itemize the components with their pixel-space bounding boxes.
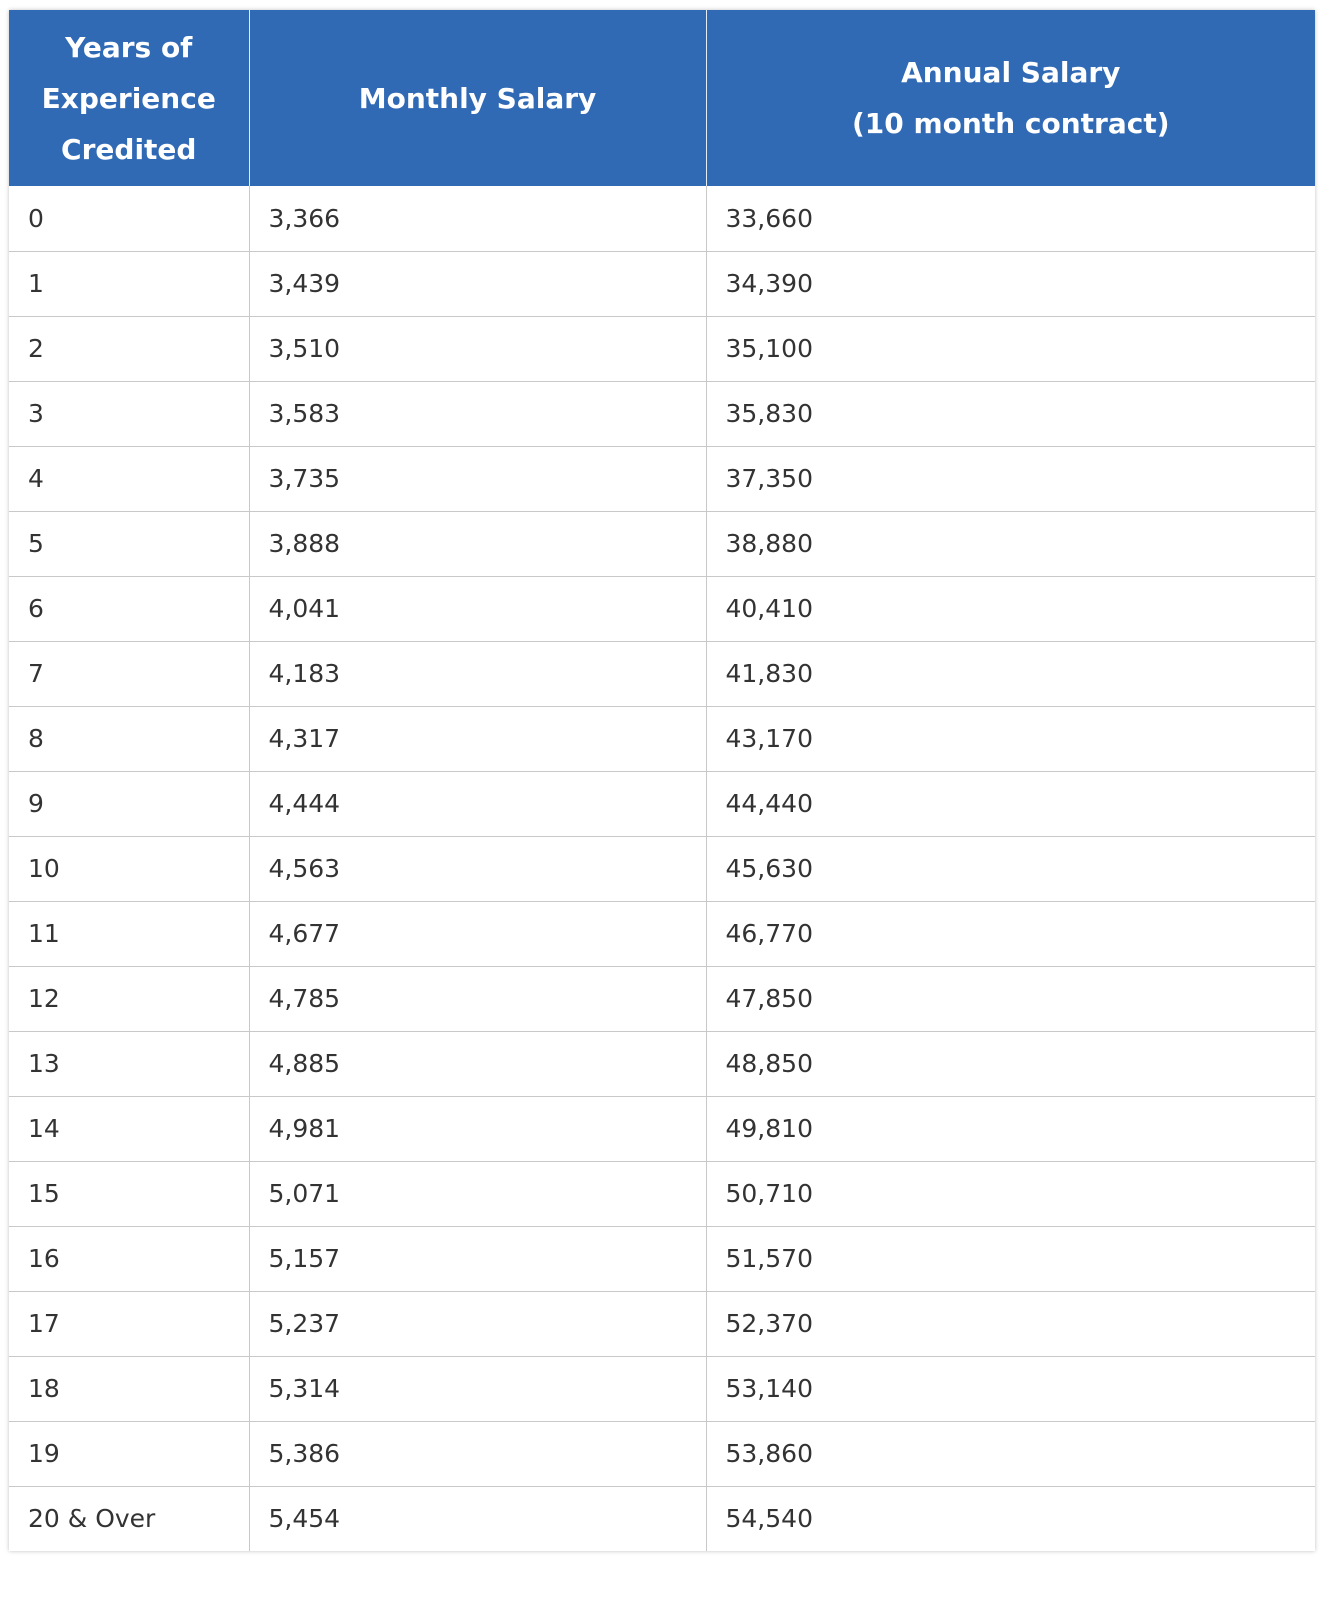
monthly-salary-cell: 3,735 [249,446,706,511]
monthly-salary-cell: 5,454 [249,1486,706,1551]
annual-salary-cell: 53,860 [706,1421,1315,1486]
monthly-salary-cell: 3,510 [249,316,706,381]
monthly-salary-cell: 4,677 [249,901,706,966]
monthly-salary-cell: 5,071 [249,1161,706,1226]
monthly-salary-cell: 4,183 [249,641,706,706]
table-row [9,1096,1315,1161]
table-row [9,251,1315,316]
annual-salary-cell: 51,570 [706,1226,1315,1291]
table-row [9,1161,1315,1226]
annual-salary-cell: 53,140 [706,1356,1315,1421]
years-cell: 7 [9,641,249,706]
monthly-salary-cell: 3,366 [249,186,706,251]
table-row [9,446,1315,511]
annual-salary-cell: 47,850 [706,966,1315,1031]
annual-salary-cell: 52,370 [706,1291,1315,1356]
years-cell: 3 [9,381,249,446]
table-row [9,381,1315,446]
annual-salary-cell: 34,390 [706,251,1315,316]
monthly-salary-cell: 5,386 [249,1421,706,1486]
annual-salary-cell: 45,630 [706,836,1315,901]
annual-salary-cell: 40,410 [706,576,1315,641]
years-cell: 1 [9,251,249,316]
salary-table [9,10,1315,1551]
years-cell: 12 [9,966,249,1031]
years-cell: 13 [9,1031,249,1096]
table-row [9,1291,1315,1356]
monthly-salary-cell: 3,583 [249,381,706,446]
years-cell: 11 [9,901,249,966]
monthly-salary-cell: 4,444 [249,771,706,836]
table-row [9,576,1315,641]
years-cell: 10 [9,836,249,901]
table-row [9,511,1315,576]
monthly-salary-cell: 4,317 [249,706,706,771]
table-row [9,316,1315,381]
monthly-salary-cell: 4,041 [249,576,706,641]
annual-salary-cell: 43,170 [706,706,1315,771]
table-row [9,706,1315,771]
annual-salary-cell: 33,660 [725,203,813,233]
monthly-salary-cell: 5,314 [249,1356,706,1421]
table-row [9,1226,1315,1291]
years-cell: 9 [9,771,249,836]
years-cell: 20 & Over [9,1486,249,1551]
years-cell: 15 [9,1161,249,1226]
years-cell: 17 [9,1291,249,1356]
monthly-salary-cell: 5,157 [249,1226,706,1291]
years-cell: 5 [9,511,249,576]
years-cell: 4 [9,446,249,511]
years-cell: 16 [9,1226,249,1291]
annual-salary-cell: 41,830 [706,641,1315,706]
header-row [9,10,1315,186]
years-cell: 19 [9,1421,249,1486]
table-row [9,1486,1315,1551]
annual-salary-cell: 44,440 [706,771,1315,836]
table-row [9,836,1315,901]
header-annual-salary: Annual Salary (10 month contract) [706,10,1315,186]
table-row [9,1421,1315,1486]
monthly-salary-cell: 4,563 [249,836,706,901]
monthly-salary-cell: 5,237 [249,1291,706,1356]
salary-table-container [9,10,1315,1551]
table-row [9,1031,1315,1096]
annual-salary-cell: 46,770 [706,901,1315,966]
monthly-salary-cell: 4,885 [249,1031,706,1096]
table-row [9,1356,1315,1421]
table-row [9,966,1315,1031]
header-years-experience: Years of Experience Credited [9,10,249,186]
monthly-salary-cell: 4,785 [249,966,706,1031]
annual-salary-cell: 48,850 [706,1031,1315,1096]
annual-salary-cell: 35,830 [706,381,1315,446]
annual-salary-cell: 54,540 [706,1486,1315,1551]
annual-salary-cell: 50,710 [706,1161,1315,1226]
table-body [9,186,1315,1551]
monthly-salary-cell: 4,981 [249,1096,706,1161]
annual-salary-cell: 35,100 [706,316,1315,381]
table-row [9,641,1315,706]
years-cell: 14 [9,1096,249,1161]
monthly-salary-cell: 3,439 [249,251,706,316]
years-cell: 2 [9,316,249,381]
table-row [9,186,1315,251]
annual-salary-cell: 37,350 [706,446,1315,511]
header-monthly-salary: Monthly Salary [249,10,706,186]
table-row [9,771,1315,836]
monthly-salary-cell: 3,888 [249,511,706,576]
table-row [9,901,1315,966]
years-cell: 18 [9,1356,249,1421]
years-cell: 0 [9,186,249,251]
years-cell: 6 [9,576,249,641]
years-cell: 8 [9,706,249,771]
annual-salary-cell: 38,880 [706,511,1315,576]
annual-salary-cell: 49,810 [706,1096,1315,1161]
table-header [9,10,1315,186]
